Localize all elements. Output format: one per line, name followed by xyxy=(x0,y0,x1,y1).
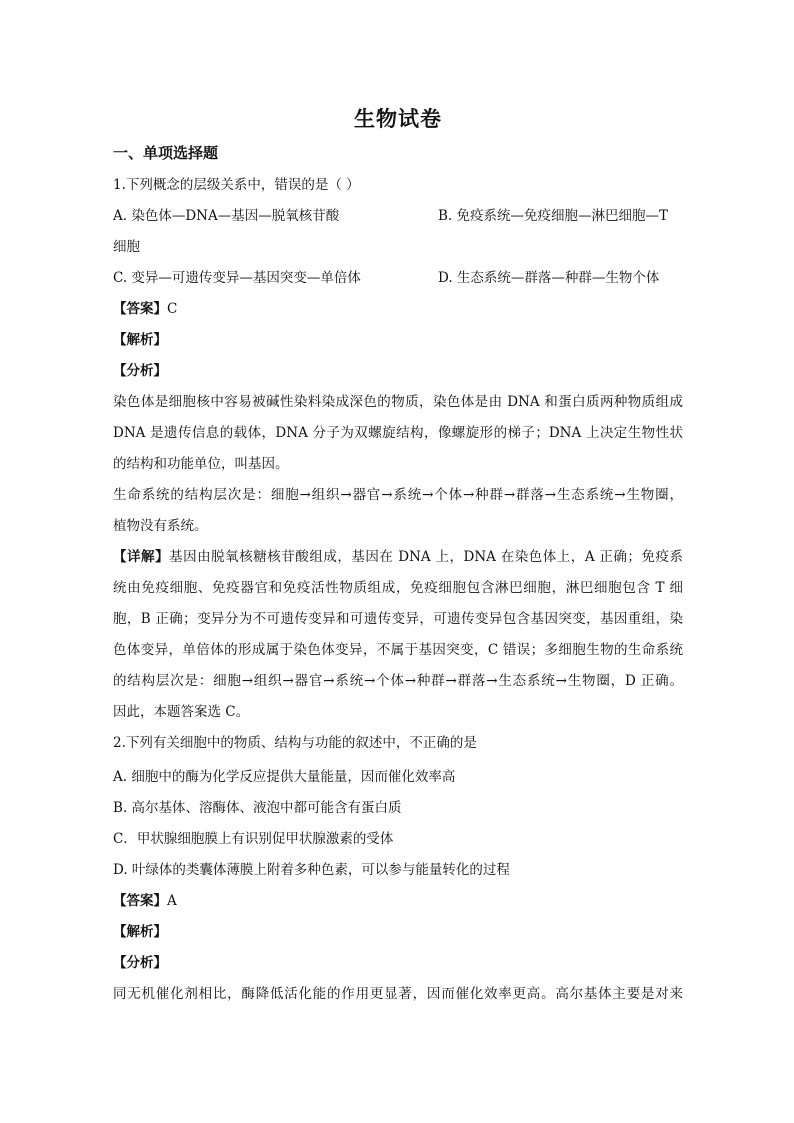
analysis-line: 植物没有系统。 xyxy=(113,518,208,534)
question-1-option-b-continued: 细胞 xyxy=(113,239,140,255)
answer-value: A xyxy=(167,893,177,909)
answer-tag: 【答案】 xyxy=(113,893,167,909)
detail-line: 胞，B 正确；变异分为不可遗传变异和可遗传变异，可遗传变异包含基因突变，基因重组，染 xyxy=(113,611,683,627)
analysis-line: 的结构和功能单位，叫基因。 xyxy=(113,456,289,472)
question-2-option-d: D. 叶绿体的类囊体薄膜上附着多种色素，可以参与能量转化的过程 xyxy=(113,862,510,878)
detail-line: 统由免疫细胞、免疫器官和免疫活性物质组成，免疫细胞包含淋巴细胞，淋巴细胞包含 T 细 xyxy=(113,580,683,596)
section-heading: 一、单项选择题 xyxy=(113,144,219,162)
detail-first-line xyxy=(113,547,683,567)
detail-text: 基因由脱氧核糖核苷酸组成，基因在 DNA 上，DNA 在染色体上，A 正确；免疫系 xyxy=(169,549,684,565)
analysis-line: DNA 是遗传信息的载体，DNA 分子为双螺旋结构，像螺旋形的梯子；DNA 上决定生物性状 xyxy=(113,425,683,441)
question-1-stem: 1.下列概念的层级关系中，错误的是（ ） xyxy=(113,177,360,193)
question-2-option-c: C．甲状腺细胞膜上有识别促甲状腺激素的受体 xyxy=(113,831,394,847)
page-title: 生物试卷 xyxy=(354,106,442,131)
detail-tag: 【详解】 xyxy=(113,549,170,565)
analysis-line: 染色体是细胞核中容易被碱性染料染成深色的物质，染色体是由 DNA 和蛋白质两种物质组成 xyxy=(113,394,683,410)
question-1-option-a: A. 染色体—DNA—基因—脱氧核苷酸 xyxy=(113,208,340,224)
question-2-stem: 2.下列有关细胞中的物质、结构与功能的叙述中，不正确的是 xyxy=(113,735,477,751)
question-2-option-b: B. 高尔基体、溶酶体、液泡中都可能含有蛋白质 xyxy=(113,800,402,816)
answer-tag: 【答案】 xyxy=(113,301,167,317)
question-1-jiexi-tag: 【解析】 xyxy=(113,332,167,348)
answer-value: C xyxy=(167,301,178,317)
question-2-option-a: A. 细胞中的酶为化学反应提供大量能量，因而催化效率高 xyxy=(113,769,456,785)
question-1-option-c: C. 变异—可遗传变异—基因突变—单倍体 xyxy=(113,270,361,286)
question-2-fenxi-tag: 【分析】 xyxy=(113,955,167,971)
question-1-options-row-2 xyxy=(113,268,683,288)
detail-line: 的结构层次是：细胞→组织→器官→系统→个体→种群→群落→生态系统→生物圈，D 正确。 xyxy=(113,673,683,689)
question-1-options-row-1 xyxy=(113,206,683,226)
detail-line: 色体变异，单倍体的形成属于染色体变异，不属于基因突变，C 错误；多细胞生物的生命系统 xyxy=(113,642,683,658)
analysis-line: 同无机催化剂相比，酶降低活化能的作用更显著，因而催化效率更高。高尔基体主要是对来 xyxy=(113,986,683,1002)
question-1-option-d: D. 生态系统—群落—种群—生物个体 xyxy=(438,270,660,286)
question-1-option-b: B. 免疫系统—免疫细胞—淋巴细胞—T xyxy=(438,208,669,224)
question-1-answer xyxy=(113,299,177,319)
question-2-answer xyxy=(113,891,177,911)
question-1-fenxi-tag: 【分析】 xyxy=(113,363,167,379)
detail-line: 因此，本题答案选 C。 xyxy=(113,704,250,720)
analysis-line: 生命系统的结构层次是：细胞→组织→器官→系统→个体→种群→群落→生态系统→生物圈， xyxy=(113,487,683,503)
question-2-jiexi-tag: 【解析】 xyxy=(113,924,167,940)
